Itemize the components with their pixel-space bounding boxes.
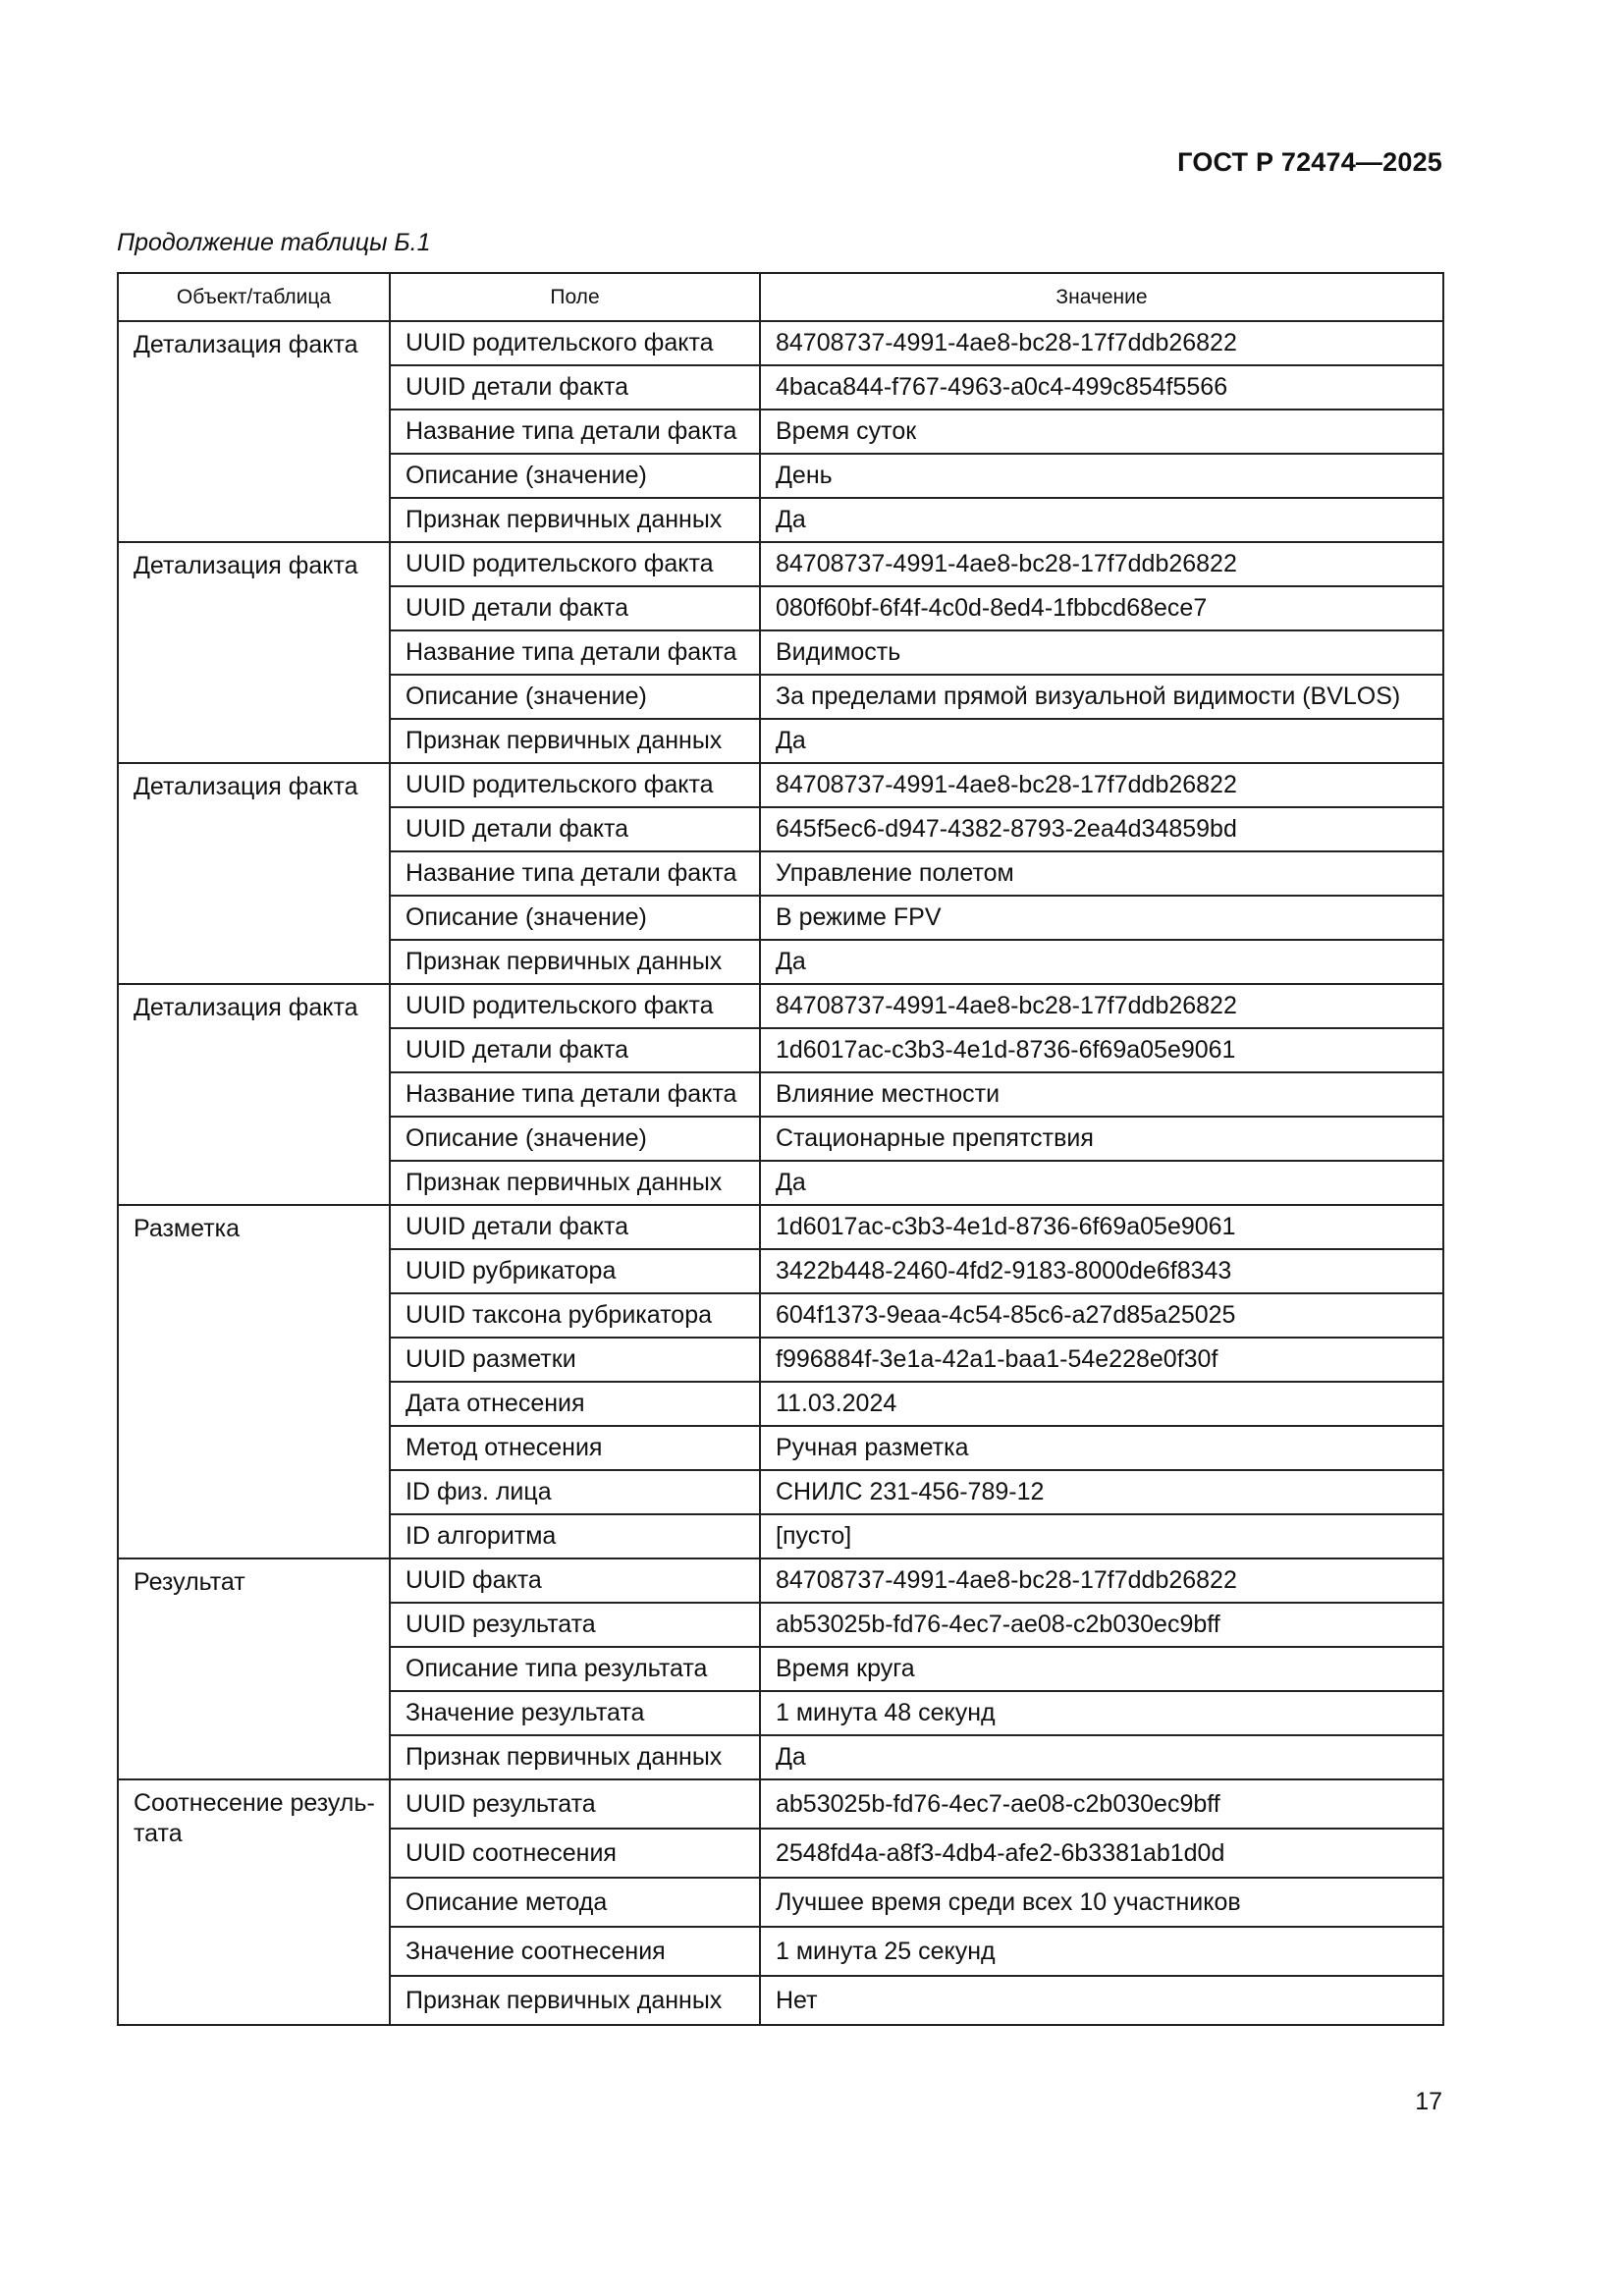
field-cell: Описание метода xyxy=(390,1878,760,1927)
field-cell: Признак первичных данных xyxy=(390,719,760,763)
field-cell: UUID родительского факта xyxy=(390,984,760,1028)
field-cell: UUID рубрикатора xyxy=(390,1249,760,1293)
value-cell: [пусто] xyxy=(760,1514,1443,1558)
field-cell: UUID детали факта xyxy=(390,365,760,410)
table-header xyxy=(118,273,1443,321)
field-cell: ID физ. лица xyxy=(390,1470,760,1514)
object-cell: Детализация факта xyxy=(118,763,390,984)
value-cell: 4baca844-f767-4963-a0c4-499c854f5566 xyxy=(760,365,1443,410)
field-cell: UUID детали факта xyxy=(390,807,760,851)
value-cell: ab53025b-fd76-4ec7-ae08-c2b030ec9bff xyxy=(760,1779,1443,1829)
value-cell: Да xyxy=(760,1735,1443,1779)
value-cell: 84708737-4991-4ae8-bc28-17f7ddb26822 xyxy=(760,1558,1443,1603)
value-cell: 84708737-4991-4ae8-bc28-17f7ddb26822 xyxy=(760,763,1443,807)
object-cell: Результат xyxy=(118,1558,390,1779)
value-cell: Лучшее время среди всех 10 участников xyxy=(760,1878,1443,1927)
field-cell: Признак первичных данных xyxy=(390,940,760,984)
field-cell: Название типа детали факта xyxy=(390,630,760,675)
value-cell: В режиме FPV xyxy=(760,896,1443,940)
table-row xyxy=(118,763,1443,807)
field-cell: Описание (значение) xyxy=(390,675,760,719)
value-cell: 2548fd4a-a8f3-4db4-afe2-6b3381ab1d0d xyxy=(760,1829,1443,1878)
table-row xyxy=(118,984,1443,1028)
value-cell: День xyxy=(760,454,1443,498)
field-cell: Признак первичных данных xyxy=(390,1161,760,1205)
value-cell: 1 минута 25 секунд xyxy=(760,1927,1443,1976)
field-cell: UUID результата xyxy=(390,1603,760,1647)
document-standard-number: ГОСТ Р 72474—2025 xyxy=(1177,147,1442,177)
field-cell: Дата отнесения xyxy=(390,1382,760,1426)
table-row xyxy=(118,1558,1443,1603)
object-cell: Детализация факта xyxy=(118,984,390,1205)
field-cell: UUID факта xyxy=(390,1558,760,1603)
value-cell: 84708737-4991-4ae8-bc28-17f7ddb26822 xyxy=(760,321,1443,365)
value-cell: Время суток xyxy=(760,410,1443,454)
field-cell: Описание (значение) xyxy=(390,896,760,940)
value-cell: За пределами прямой визуальной видимости (BVLOS) xyxy=(760,675,1443,719)
object-cell: Соотнесение резуль- тата xyxy=(118,1779,390,2025)
value-cell: Стационарные препятствия xyxy=(760,1117,1443,1161)
value-cell: 645f5ec6-d947-4382-8793-2ea4d34859bd xyxy=(760,807,1443,851)
table-row xyxy=(118,1205,1443,1249)
value-cell: Видимость xyxy=(760,630,1443,675)
value-cell: 3422b448-2460-4fd2-9183-8000de6f8343 xyxy=(760,1249,1443,1293)
data-table xyxy=(117,272,1444,2026)
value-cell: Время круга xyxy=(760,1647,1443,1691)
value-cell: Да xyxy=(760,940,1443,984)
field-cell: Название типа детали факта xyxy=(390,1072,760,1117)
field-cell: Описание типа результата xyxy=(390,1647,760,1691)
field-cell: UUID родительского факта xyxy=(390,542,760,586)
column-header-value: Значение xyxy=(760,273,1443,321)
value-cell: 1d6017ac-c3b3-4e1d-8736-6f69a05e9061 xyxy=(760,1205,1443,1249)
value-cell: Да xyxy=(760,1161,1443,1205)
value-cell: 080f60bf-6f4f-4c0d-8ed4-1fbbcd68ece7 xyxy=(760,586,1443,630)
table-row xyxy=(118,542,1443,586)
field-cell: UUID детали факта xyxy=(390,586,760,630)
value-cell: СНИЛС 231-456-789-12 xyxy=(760,1470,1443,1514)
field-cell: Признак первичных данных xyxy=(390,1976,760,2025)
table-row xyxy=(118,321,1443,365)
field-cell: Значение соотнесения xyxy=(390,1927,760,1976)
table-row xyxy=(118,1779,1443,1829)
object-cell: Детализация факта xyxy=(118,321,390,542)
column-header-field: Поле xyxy=(390,273,760,321)
field-cell: UUID родительского факта xyxy=(390,321,760,365)
field-cell: Название типа детали факта xyxy=(390,410,760,454)
table-body xyxy=(118,321,1443,2025)
field-cell: Название типа детали факта xyxy=(390,851,760,896)
value-cell: 1 минута 48 секунд xyxy=(760,1691,1443,1735)
value-cell: 84708737-4991-4ae8-bc28-17f7ddb26822 xyxy=(760,542,1443,586)
field-cell: Признак первичных данных xyxy=(390,498,760,542)
field-cell: UUID детали факта xyxy=(390,1028,760,1072)
object-cell: Разметка xyxy=(118,1205,390,1558)
field-cell: Описание (значение) xyxy=(390,1117,760,1161)
value-cell: Нет xyxy=(760,1976,1443,2025)
value-cell: Влияние местности xyxy=(760,1072,1443,1117)
value-cell: Управление полетом xyxy=(760,851,1443,896)
value-cell: 604f1373-9eaa-4c54-85c6-a27d85a25025 xyxy=(760,1293,1443,1338)
field-cell: UUID таксона рубрикатора xyxy=(390,1293,760,1338)
field-cell: UUID родительского факта xyxy=(390,763,760,807)
field-cell: UUID разметки xyxy=(390,1338,760,1382)
value-cell: f996884f-3e1a-42a1-baa1-54e228e0f30f xyxy=(760,1338,1443,1382)
page-number: 17 xyxy=(1415,2088,1442,2115)
field-cell: Метод отнесения xyxy=(390,1426,760,1470)
object-cell: Детализация факта xyxy=(118,542,390,763)
value-cell: Ручная разметка xyxy=(760,1426,1443,1470)
table-header-row xyxy=(118,273,1443,321)
value-cell: Да xyxy=(760,498,1443,542)
value-cell: 1d6017ac-c3b3-4e1d-8736-6f69a05e9061 xyxy=(760,1028,1443,1072)
value-cell: ab53025b-fd76-4ec7-ae08-c2b030ec9bff xyxy=(760,1603,1443,1647)
value-cell: 84708737-4991-4ae8-bc28-17f7ddb26822 xyxy=(760,984,1443,1028)
value-cell: Да xyxy=(760,719,1443,763)
field-cell: Признак первичных данных xyxy=(390,1735,760,1779)
field-cell: Описание (значение) xyxy=(390,454,760,498)
table-caption: Продолжение таблицы Б.1 xyxy=(117,229,431,256)
field-cell: Значение результата xyxy=(390,1691,760,1735)
field-cell: UUID соотнесения xyxy=(390,1829,760,1878)
column-header-object: Объект/таблица xyxy=(118,273,390,321)
value-cell: 11.03.2024 xyxy=(760,1382,1443,1426)
field-cell: UUID детали факта xyxy=(390,1205,760,1249)
field-cell: UUID результата xyxy=(390,1779,760,1829)
field-cell: ID алгоритма xyxy=(390,1514,760,1558)
